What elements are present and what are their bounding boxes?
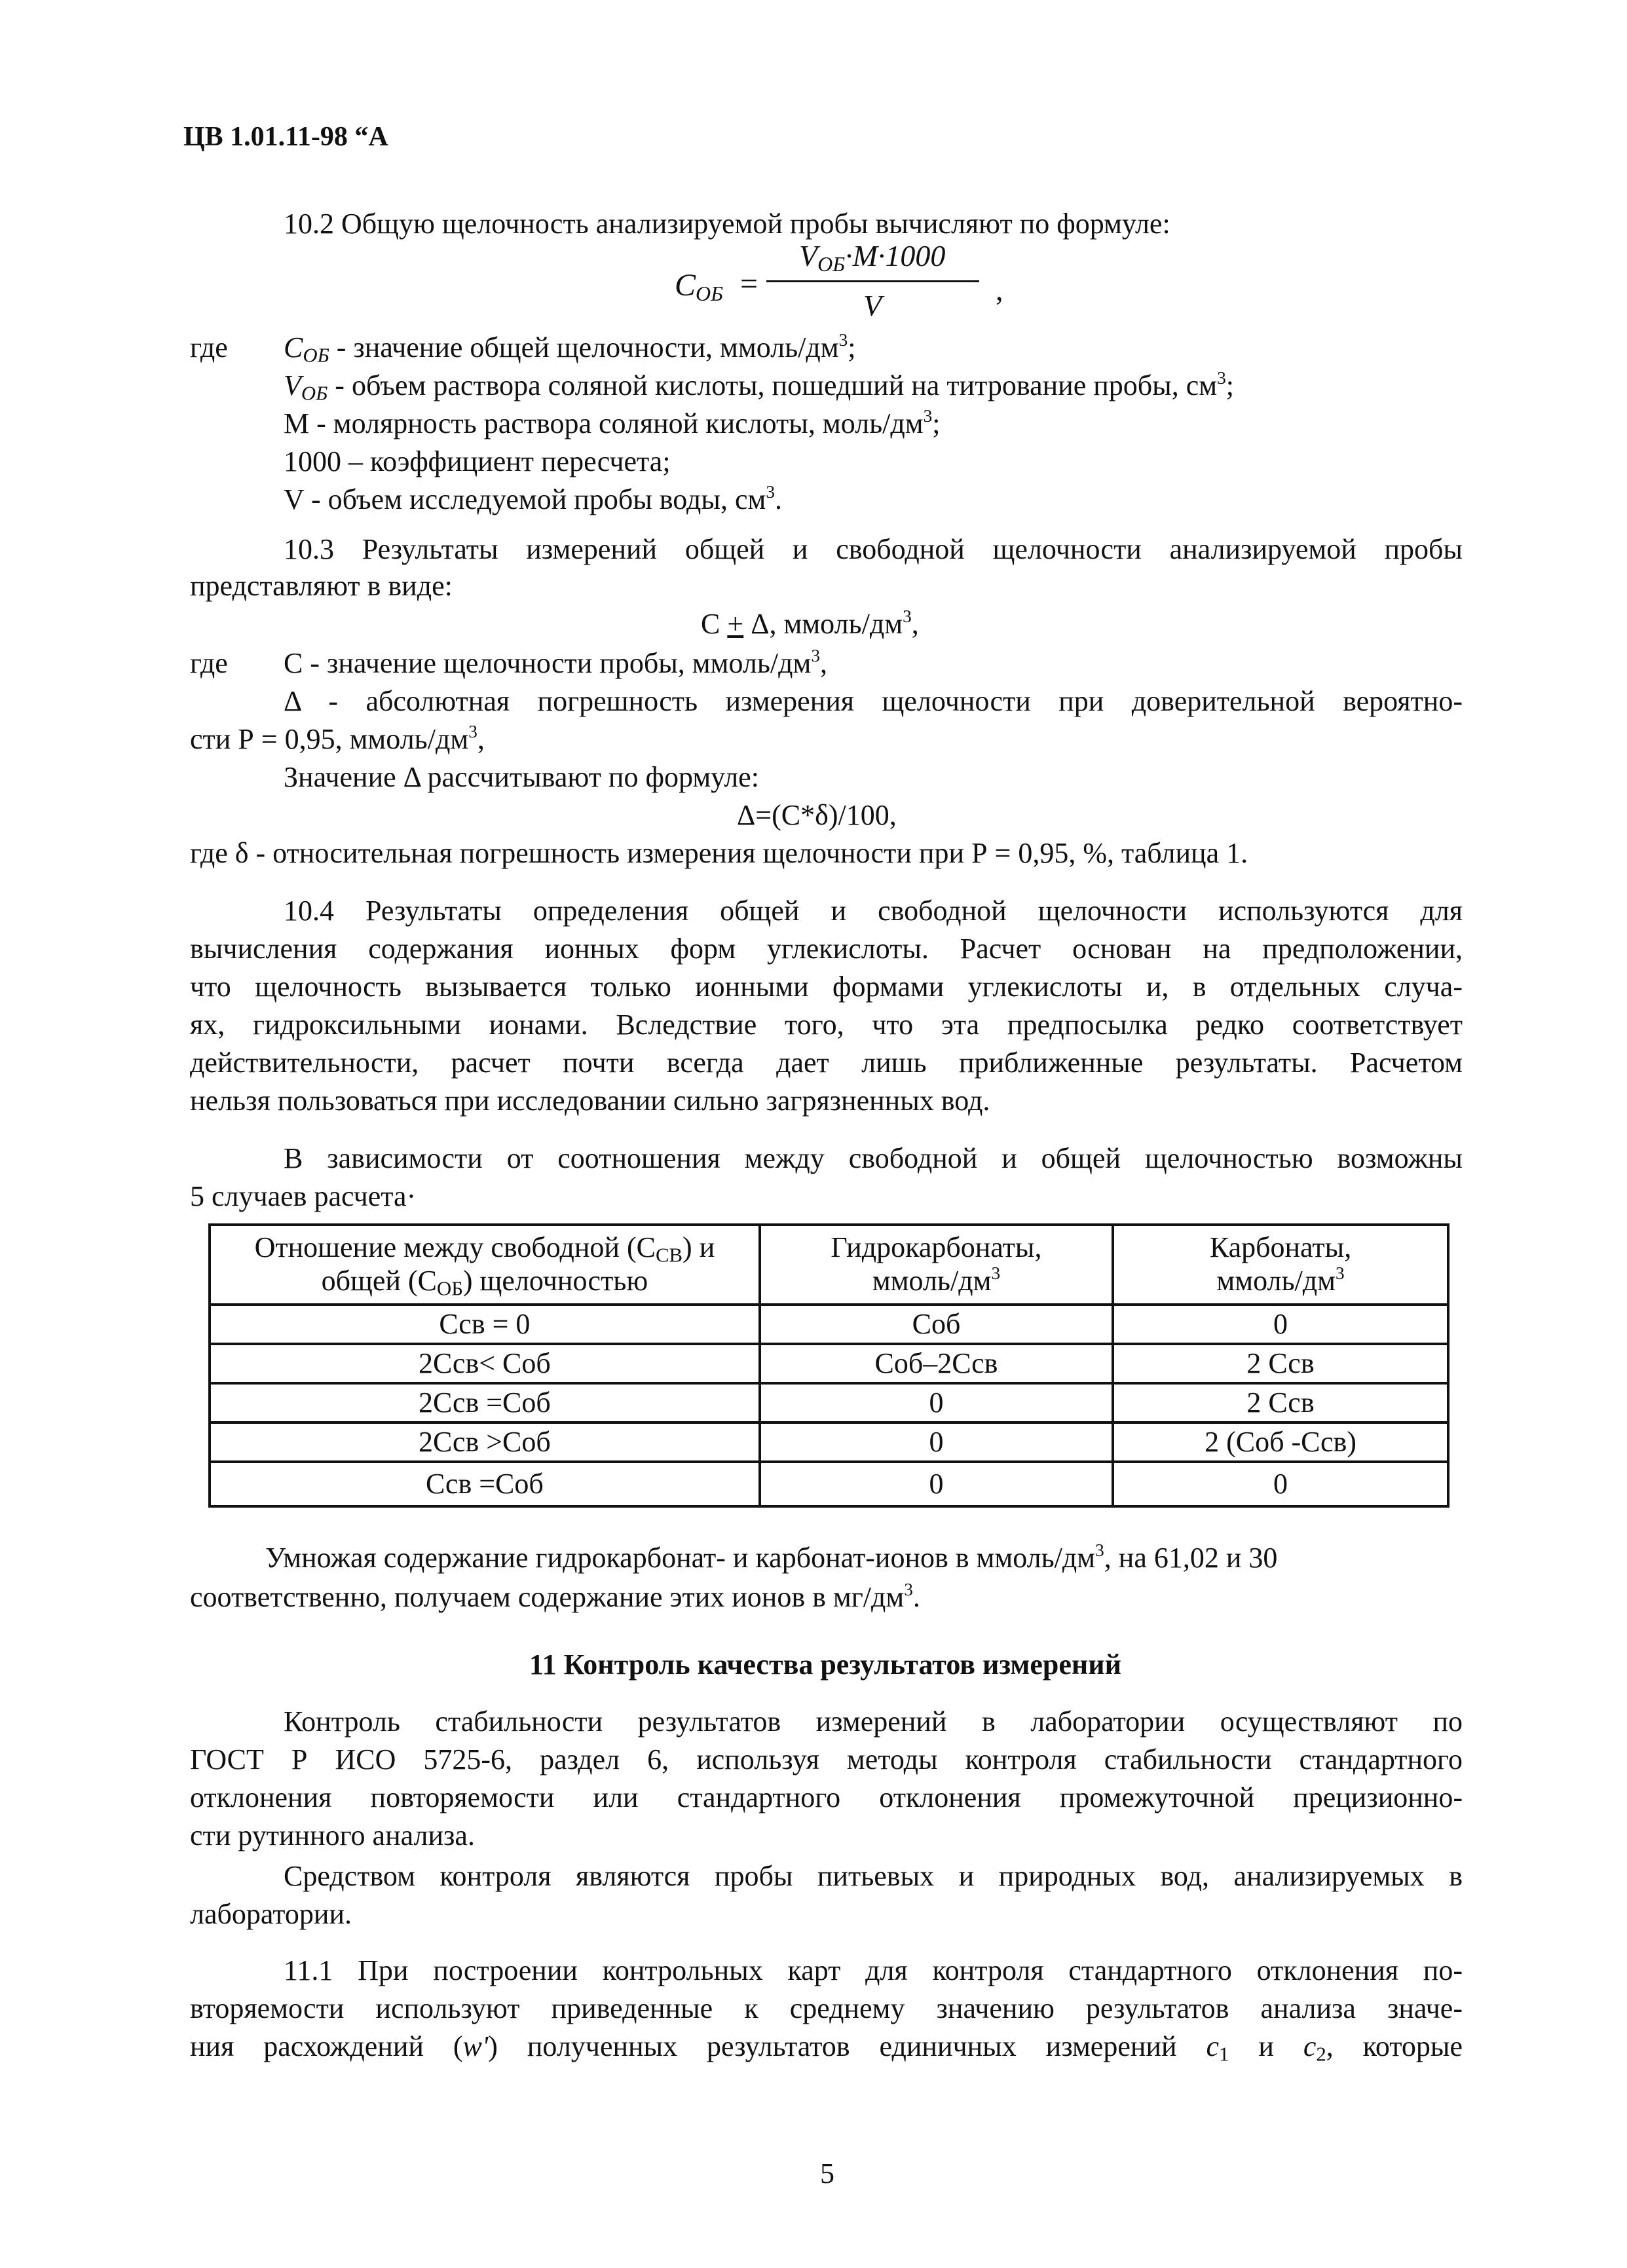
section-10-4-line4: ях, гидроксильными ионами. Вследствие того, что эта предпосылка редко соответствует	[190, 1009, 1463, 1041]
s11-1-line1: 11.1 При построении контрольных карт для контроля стандартного отклонения по-	[284, 1954, 1463, 1986]
where-label-10-2: где	[190, 331, 228, 363]
def-c: С - значение щелочности пробы, ммоль/$дм^3$,	[284, 646, 828, 679]
section-11-heading: 11 Контроль качества результатов измерений	[529, 1648, 1121, 1681]
header-ratio: Отношение между свободной $(С_{СВ})$ и общей $(С_{ОБ})$ щелочностью	[210, 1225, 760, 1305]
cell-carb: 2 Ссв	[1113, 1344, 1448, 1383]
delta-formula: Δ=(С*δ)/100,	[737, 799, 897, 831]
cases-line2: 5 случаев расчета·	[190, 1180, 417, 1212]
def-m: М - молярность раствора соляной кислоты, моль/$дм^3$;	[284, 406, 941, 439]
cell-hydro: Соб	[760, 1305, 1113, 1344]
alkalinity-ratio-table	[208, 1223, 1449, 1508]
def-v-ob: $V_{ОБ}$ - объем раствора соляной кислоты, пошедший на титрование пробы, $см^3$;	[284, 368, 1234, 405]
cell-carb: 2 Ссв	[1113, 1383, 1448, 1422]
cell-ratio: 2Ссв >Соб	[210, 1422, 760, 1462]
def-1000: 1000 – коэффициент пересчета;	[284, 445, 671, 477]
s11-1-line3: ния расхождений (w') полученных результатов единичных измерений $c_1$ и $c_2$, которые	[190, 2030, 1463, 2066]
formula-numerator: $V_{ОБ}\cdot M\cdot 1000$	[799, 239, 946, 276]
table-row	[210, 1344, 1448, 1383]
s11-p2-line1: Средством контроля являются пробы питьевых и природных вод, анализируемых в	[284, 1860, 1463, 1892]
result-form: С + Δ, ммоль/$дм^3$,	[701, 606, 919, 640]
section-10-4-line5: действительности, расчет почти всегда дает лишь приближенные результаты. Расчетом	[190, 1047, 1463, 1079]
where-label-10-3: где	[190, 647, 228, 679]
header-hydrocarbonates: Гидрокарбонаты, ммоль/$дм^3$	[760, 1225, 1113, 1305]
cell-hydro: 0	[760, 1462, 1113, 1506]
header-carbonates: Карбонаты, ммоль/$дм^3$	[1113, 1225, 1448, 1305]
section-10-3-line1: 10.3 Результаты измерений общей и свободной щелочности анализируемой пробы	[284, 533, 1463, 565]
table-row	[210, 1462, 1448, 1506]
s11-1-line2: вторяемости используют приведенные к среднему значению результатов анализа значе-	[190, 1992, 1463, 2024]
cell-ratio: 2Ссв< Соб	[210, 1344, 760, 1383]
formula-equals: =	[740, 267, 758, 301]
def-delta-line2: сти Р = 0,95, ммоль/$дм^3$,	[190, 722, 485, 755]
table-row	[210, 1422, 1448, 1462]
cell-ratio: Ссв =Соб	[210, 1462, 760, 1506]
cell-carb: 2 (Соб -Ссв)	[1113, 1422, 1448, 1462]
conversion-line1: Умножая содержание гидрокарбонат- и карбонат-ионов в ммоль/$дм^3$, на 61,02 и 30	[265, 1540, 1278, 1574]
cell-carb: 0	[1113, 1462, 1448, 1506]
cell-ratio: 2Ссв =Соб	[210, 1383, 760, 1422]
formula-total-alkalinity	[675, 239, 1015, 331]
cell-carb: 0	[1113, 1305, 1448, 1344]
table-row	[210, 1383, 1448, 1422]
cell-hydro: 0	[760, 1383, 1113, 1422]
conversion-line2: соответственно, получаем содержание этих ионов в $мг/дм^3$.	[190, 1580, 920, 1613]
delta-definition: где δ - относительная погрешность измерения щелочности при Р = 0,95, %, таблица 1.	[190, 837, 1248, 869]
document-code: ЦВ 1.01.11-98 “А	[183, 122, 388, 152]
s11-p1-line1: Контроль стабильности результатов измерений в лаборатории осуществляют по	[284, 1705, 1463, 1738]
section-10-2-intro: 10.2 Общую щелочность анализируемой пробы вычисляют по формуле:	[284, 208, 1170, 240]
cases-line1: В зависимости от соотношения между свободной и общей щелочностью возможны	[284, 1142, 1463, 1174]
delta-intro: Значение Δ рассчитывают по формуле:	[284, 761, 759, 793]
section-10-4-line6: нельзя пользоваться при исследовании сильно загрязненных вод.	[190, 1085, 990, 1117]
section-10-4-line2: вычисления содержания ионных форм углекислоты. Расчет основан на предположении,	[190, 933, 1463, 965]
s11-p2-line2: лаборатории.	[190, 1898, 352, 1930]
formula-trailing-comma: ,	[996, 273, 1003, 307]
formula-lhs: $C_{ОБ}$	[675, 268, 723, 305]
page-number: 5	[820, 2157, 834, 2189]
cell-hydro: 0	[760, 1422, 1113, 1462]
section-10-3-line2: представляют в виде:	[190, 570, 453, 602]
cell-hydro: Соб–2Ссв	[760, 1344, 1113, 1383]
s11-p1-line2: ГОСТ Р ИСО 5725-6, раздел 6, используя методы контроля стабильности стандартного	[190, 1743, 1463, 1775]
section-10-4-line3: что щелочность вызывается только ионными формами углекислоты и, в отдельных случа-	[190, 971, 1463, 1003]
section-10-4-line1: 10.4 Результаты определения общей и свободной щелочности используются для	[284, 895, 1463, 927]
table-header-row	[210, 1225, 1448, 1305]
s11-p1-line4: сти рутинного анализа.	[190, 1819, 475, 1851]
s11-p1-line3: отклонения повторяемости или стандартного отклонения промежуточной прецизионно-	[190, 1781, 1463, 1813]
def-c-ob: $C_{ОБ}$ - значение общей щелочности, ммоль/$дм^3$;	[284, 330, 856, 367]
table-row	[210, 1305, 1448, 1344]
cell-ratio: Ссв = 0	[210, 1305, 760, 1344]
formula-denominator: V	[863, 289, 882, 322]
fraction-bar	[766, 280, 979, 282]
def-v: V - объем исследуемой пробы воды, $см^3$.	[284, 482, 782, 515]
def-delta-line1: Δ - абсолютная погрешность измерения щелочности при доверительной вероятно-	[284, 685, 1463, 717]
